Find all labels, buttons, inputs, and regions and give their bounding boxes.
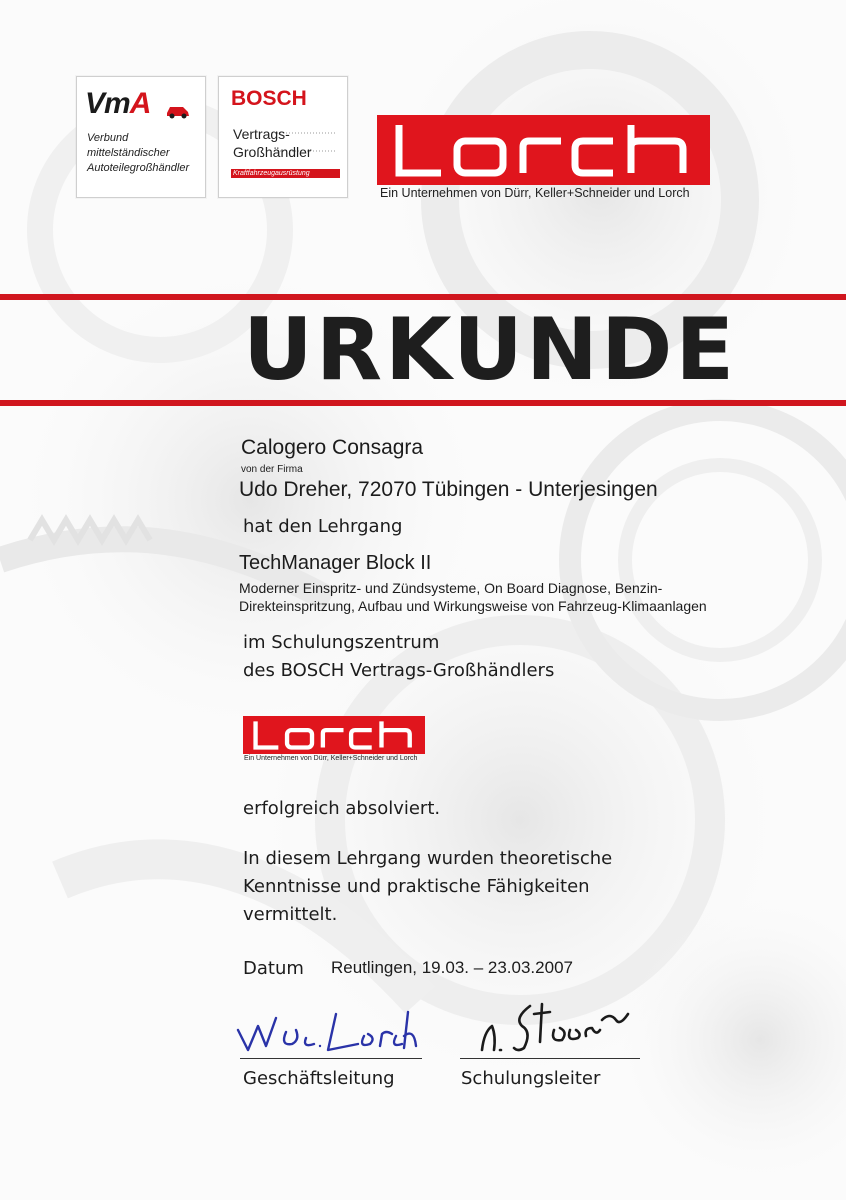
signature-label-left: Geschäftsleitung bbox=[243, 1068, 395, 1089]
lorch-caption-small: Ein Unternehmen von Dürr, Keller+Schneider und Lorch bbox=[244, 755, 418, 762]
lorch-logo bbox=[377, 115, 710, 185]
note-line-2: Kenntnisse und praktische Fähigkeiten bbox=[243, 876, 590, 897]
date-label: Datum bbox=[243, 958, 304, 979]
bosch-subtitle: Vertrags- Großhändler bbox=[233, 126, 312, 160]
company-name: Udo Dreher, 72070 Tübingen - Unterjesingen bbox=[239, 478, 658, 501]
note-line-1: In diesem Lehrgang wurden theoretische bbox=[243, 848, 613, 869]
bosch-wordmark: BOSCH bbox=[231, 87, 307, 110]
course-title: TechManager Block II bbox=[239, 552, 432, 574]
date-value: Reutlingen, 19.03. – 23.03.2007 bbox=[331, 958, 573, 977]
completed-text: erfolgreich absolviert. bbox=[243, 798, 441, 819]
lorch-caption: Ein Unternehmen von Dürr, Keller+Schneider und Lorch bbox=[380, 186, 690, 200]
company-label: von der Firma bbox=[241, 464, 303, 475]
vma-logo bbox=[76, 76, 206, 198]
signature-line-right bbox=[460, 1058, 640, 1059]
course-description-line-1: Moderner Einspritz- und Zündsysteme, On Board Diagnose, Benzin- bbox=[239, 580, 663, 596]
recipient-name: Calogero Consagra bbox=[241, 436, 424, 459]
signature-right bbox=[470, 992, 640, 1058]
location-line-1: im Schulungszentrum bbox=[243, 632, 440, 653]
lorch-logo-small bbox=[243, 716, 425, 754]
certificate-title: URKUNDE bbox=[243, 300, 738, 400]
signature-left bbox=[232, 1000, 422, 1060]
location-line-2: des BOSCH Vertrags-Großhändlers bbox=[243, 660, 555, 681]
lorch-wordmark-small bbox=[243, 716, 425, 754]
title-bottom-line bbox=[0, 400, 846, 406]
signature-label-right: Schulungsleiter bbox=[461, 1068, 601, 1089]
course-intro: hat den Lehrgang bbox=[243, 516, 403, 537]
note-line-3: vermittelt. bbox=[243, 904, 338, 925]
course-description-line-2: Direkteinspritzung, Aufbau und Wirkungsweise von Fahrzeug-Klimaanlagen bbox=[239, 598, 707, 614]
bosch-logo bbox=[218, 76, 348, 198]
bosch-strip: Kraftfahrzeugausrüstung bbox=[231, 169, 340, 178]
vma-tagline: Verbund mittelständischer Autoteilegroßhändler bbox=[87, 132, 190, 174]
car-icon bbox=[165, 103, 191, 119]
lorch-wordmark bbox=[377, 115, 710, 185]
signature-line-left bbox=[240, 1058, 422, 1059]
vma-wordmark: VmA bbox=[85, 87, 151, 120]
